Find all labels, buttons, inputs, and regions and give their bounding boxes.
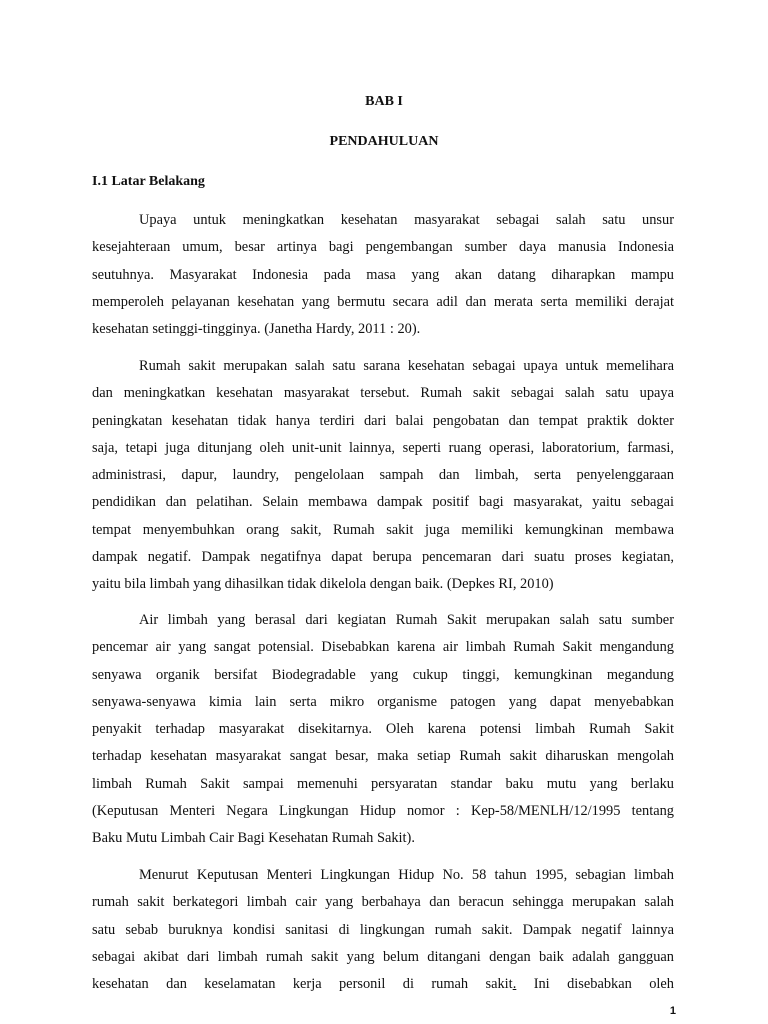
paragraph-line: administrasi, dapur, laundry, pengelolaan sampah dan limbah, serta penyelenggaraan xyxy=(92,467,674,484)
paragraph-line: satu sebab buruknya kondisi sanitasi di lingkungan rumah sakit. Dampak negatif lainnya xyxy=(92,921,674,938)
paragraph-line: senyawa organik bersifat Biodegradable yang cukup tinggi, kemungkinan megandung xyxy=(92,666,674,683)
paragraph-line: kesejahteraan umum, besar artinya bagi pengembangan sumber daya manusia Indonesia xyxy=(92,239,674,256)
paragraph-line: penyakit terhadap masyarakat disekitarnya. Oleh karena potensi limbah Rumah Sakit xyxy=(92,721,674,738)
paragraph-line: limbah Rumah Sakit sampai memenuhi persyaratan standar baku mutu yang berlaku xyxy=(92,775,674,792)
chapter-number: BAB I xyxy=(365,94,403,109)
paragraph-4 xyxy=(92,862,674,998)
paragraph-line: Menurut Keputusan Menteri Lingkungan Hidup No. 58 tahun 1995, sebagian limbah xyxy=(139,867,674,883)
paragraph-line: memperoleh pelayanan kesehatan yang bermutu secara adil dan merata serta memiliki derajat xyxy=(92,293,674,310)
paragraph-line: yaitu bila limbah yang dihasilkan tidak dikelola dengan baik. (Depkes RI, 2010) xyxy=(92,576,554,593)
paragraph-2 xyxy=(92,353,674,599)
paragraph-3 xyxy=(92,607,674,853)
paragraph-line: rumah sakit berkategori limbah cair yang berbahaya dan beracun sehingga merupakan salah xyxy=(92,894,674,911)
paragraph-line: Air limbah yang berasal dari kegiatan Rumah Sakit merupakan salah satu sumber xyxy=(139,612,674,628)
paragraph-line: seutuhnya. Masyarakat Indonesia pada masa yang akan datang diharapkan mampu xyxy=(92,266,674,283)
paragraph-line: Baku Mutu Limbah Cair Bagi Kesehatan Rumah Sakit). xyxy=(92,830,415,847)
paragraph-line: Upaya untuk meningkatkan kesehatan masyarakat sebagai salah satu unsur xyxy=(139,212,674,228)
page-number: 1 xyxy=(669,1005,676,1017)
paragraph-line: peningkatan kesehatan tidak hanya terdiri dari balai pengobatan dan tempat praktik dokter xyxy=(92,412,674,429)
paragraph-line: dampak negatif. Dampak negatifnya dapat berupa pencemaran dari suatu proses kegiatan, xyxy=(92,549,674,566)
paragraph-line-continued xyxy=(92,971,674,998)
paragraph-line: tempat menyembuhkan orang sakit, Rumah sakit juga memiliki kemungkinan membawa xyxy=(92,521,674,538)
paragraph-line: dan meningkatkan kesehatan masyarakat tersebut. Rumah sakit sebagai salah satu upaya xyxy=(92,385,674,402)
paragraph-line: kesehatan setinggi-tingginya. (Janetha Hardy, 2011 : 20). xyxy=(92,321,421,338)
paragraph-line: (Keputusan Menteri Negara Lingkungan Hidup nomor : Kep-58/MENLH/12/1995 tentang xyxy=(92,803,674,820)
paragraph-line: pencemar air yang sangat potensial. Disebabkan karena air limbah Rumah Sakit mengandung xyxy=(92,639,674,656)
section-heading: I.1 Latar Belakang xyxy=(92,174,205,189)
paragraph-line: sebagai akibat dari limbah rumah sakit yang belum ditangani dengan baik adalah gangguan xyxy=(92,948,674,965)
line-text: kesehatan dan keselamatan kerja personil di rumah sakit xyxy=(92,976,513,993)
paragraph-line: saja, tetapi juga ditunjang oleh unit-unit lainnya, seperti ruang operasi, laboratorium, farmasi, xyxy=(92,439,674,456)
paragraph-line: Rumah sakit merupakan salah satu sarana kesehatan sebagai upaya untuk memelihara xyxy=(139,358,674,374)
paragraph-line: pendidikan dan pelatihan. Selain membawa dampak positif bagi masyarakat, yaitu sebagai xyxy=(92,494,674,511)
chapter-title: PENDAHULUAN xyxy=(329,134,439,149)
line-text: Ini disebabkan oleh xyxy=(516,976,674,993)
paragraph-line: terhadap kesehatan masyarakat sangat besar, maka setiap Rumah sakit diharuskan mengolah xyxy=(92,748,674,765)
paragraph-line: senyawa-senyawa kimia lain serta mikro organisme patogen yang dapat menyebabkan xyxy=(92,693,674,710)
underlined-period: . xyxy=(512,976,517,993)
paragraph-1 xyxy=(92,207,674,343)
